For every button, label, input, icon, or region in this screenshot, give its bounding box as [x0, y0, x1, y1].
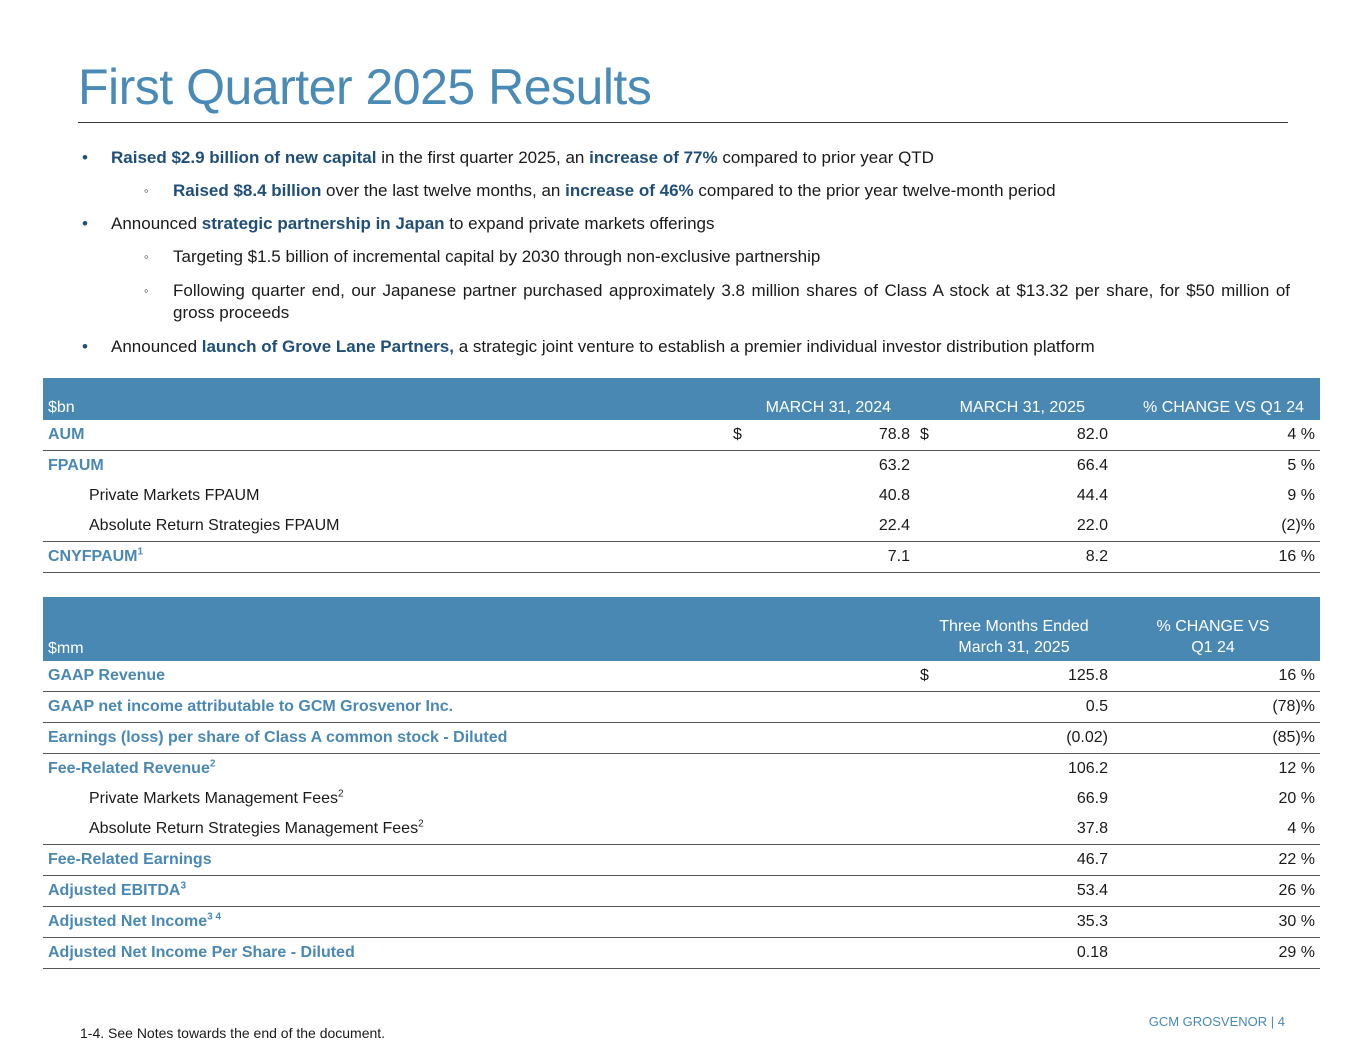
table-row	[43, 754, 1320, 785]
cell-value: (78)%	[1113, 692, 1320, 723]
bullet-text: Announced	[111, 337, 202, 356]
cell-value: 66.4	[1076, 457, 1108, 474]
cell-value: 63.2	[878, 457, 910, 474]
cell-value: 12 %	[1278, 760, 1315, 777]
cell-value: 4 %	[1113, 814, 1320, 845]
row-label: FPAUM	[48, 457, 104, 474]
table-row	[43, 845, 1320, 876]
header-line: Three Months Ended	[939, 618, 1089, 635]
row-label	[43, 814, 915, 845]
table-row	[43, 420, 1320, 451]
footnote: 1-4. See Notes towards the end of the document.	[80, 1025, 386, 1041]
cell-value: 22.0	[939, 511, 1113, 542]
bullet-text: Raised $2.9 billion of new capital	[111, 148, 377, 167]
cell-value: 37.8	[939, 814, 1113, 845]
cell-value: (0.02)	[939, 723, 1113, 754]
table-row	[43, 814, 1320, 845]
cell-value: 9 %	[1287, 487, 1315, 504]
bullet-grove-lane	[82, 336, 1291, 358]
table-row	[43, 451, 1320, 482]
cell-value: 106.2	[1067, 760, 1108, 777]
currency-symbol: $	[723, 420, 747, 451]
row-label: GAAP net income attributable to GCM Grosvenor Inc.	[43, 692, 915, 723]
table-row	[43, 481, 1320, 511]
table-row	[43, 661, 1320, 692]
sub-bullet-circle-icon: ◦	[144, 283, 149, 298]
cell-value: 53.4	[939, 876, 1113, 907]
cell-value: 46.7	[939, 845, 1113, 876]
cell-value: 16 %	[1113, 542, 1320, 573]
table-row	[43, 723, 1320, 754]
cell-value: 82.0	[939, 420, 1113, 451]
bullet-text: Announced	[111, 214, 202, 233]
bullet-new-capital	[82, 147, 1291, 169]
currency-symbol: $	[915, 420, 939, 451]
page-title: First Quarter 2025 Results	[78, 59, 652, 115]
bullet-dot-icon: •	[82, 337, 88, 356]
bullet-text: compared to the prior year twelve-month period	[693, 181, 1056, 200]
row-label: Adjusted Net Income Per Share - Diluted	[43, 938, 915, 969]
cell-value: 44.4	[1076, 487, 1108, 504]
cell-value: 22 %	[1113, 845, 1320, 876]
bullet-targeting	[144, 246, 1293, 268]
footnote-ref: 2	[338, 788, 344, 800]
footnote-ref: 2	[209, 758, 216, 770]
cell-value: 29 %	[1113, 938, 1320, 969]
title-divider	[78, 122, 1288, 123]
cell-value: 16 %	[1113, 661, 1320, 692]
row-label	[43, 876, 915, 907]
cell-value: 0.18	[939, 938, 1113, 969]
bullet-ltm-capital	[144, 180, 1293, 202]
aum-header-change: % CHANGE VS Q1 24	[1113, 378, 1320, 420]
header-line: Q1 24	[1191, 639, 1235, 656]
bullet-text: over the last twelve months, an	[321, 181, 566, 200]
table-row	[43, 692, 1320, 723]
bullet-text: compared to prior year QTD	[717, 148, 934, 167]
aum-header-label: $bn	[43, 378, 723, 420]
row-label-text: Private Markets Management Fees	[89, 790, 338, 807]
page-footer: GCM GROSVENOR | 4	[1148, 1014, 1285, 1029]
bullet-text: Raised $8.4 billion	[173, 181, 322, 200]
cell-value: 20 %	[1278, 790, 1315, 807]
row-label: AUM	[43, 420, 723, 451]
table-row	[43, 907, 1320, 938]
bullet-text: increase of 77%	[589, 148, 718, 167]
row-label	[43, 907, 915, 938]
aum-header-mar-2024: MARCH 31, 2024	[723, 378, 915, 420]
aum-table	[43, 378, 1320, 573]
cell-value: 0.5	[939, 692, 1113, 723]
bullet-text: strategic partnership in Japan	[201, 214, 445, 233]
revenue-table	[43, 597, 1320, 969]
row-label: Private Markets FPAUM	[89, 487, 260, 504]
row-label	[43, 784, 915, 814]
row-label-text: Adjusted EBITDA	[48, 882, 181, 899]
table-row	[43, 542, 1320, 573]
rev-header-label: $mm	[43, 597, 915, 661]
header-line: % CHANGE VS	[1156, 618, 1270, 635]
footnote-ref: 3	[180, 880, 187, 892]
cell-value: (85)%	[1113, 723, 1320, 754]
cell-value: 5 %	[1287, 457, 1315, 474]
table-row	[43, 938, 1320, 969]
row-label: GAAP Revenue	[43, 661, 915, 692]
row-label-text: CNYFPAUM	[48, 548, 138, 565]
cell-value: 30 %	[1113, 907, 1320, 938]
header-line: March 31, 2025	[958, 639, 1070, 656]
table-row	[43, 784, 1320, 814]
row-label	[43, 542, 723, 573]
row-label	[43, 754, 915, 785]
row-label-text: Absolute Return Strategies Management Fees	[89, 820, 419, 837]
bullet-share-purchase	[144, 280, 1290, 324]
bullet-japan-partnership	[82, 213, 1291, 235]
cell-value: 7.1	[747, 542, 915, 573]
cell-value: 22.4	[747, 511, 915, 542]
cell-value: 4 %	[1113, 420, 1320, 451]
bullet-text: increase of 46%	[565, 181, 694, 200]
cell-value: 8.2	[939, 542, 1113, 573]
sub-bullet-circle-icon: ◦	[144, 183, 149, 198]
cell-value: 35.3	[939, 907, 1113, 938]
aum-header-mar-2025: MARCH 31, 2025	[915, 378, 1113, 420]
footnote-ref: 2	[418, 818, 424, 830]
table-row	[43, 876, 1320, 907]
cell-value: 125.8	[939, 661, 1113, 692]
rev-header-three-months	[915, 597, 1113, 661]
cell-value: (2)%	[1113, 511, 1320, 542]
bullet-dot-icon: •	[82, 148, 88, 167]
currency-symbol: $	[915, 661, 939, 692]
row-label-text: Fee-Related Revenue	[48, 760, 210, 777]
row-label: Earnings (loss) per share of Class A common stock - Diluted	[43, 723, 915, 754]
rev-header-change	[1113, 597, 1320, 661]
bullet-text: Following quarter end, our Japanese partner purchased approximately 3.8 million shares of Class A stock at $13.32 per share, for $50 million of gross proceeds	[173, 281, 1290, 322]
row-label-text: Adjusted Net Income	[48, 913, 208, 930]
cell-value: 26 %	[1113, 876, 1320, 907]
cell-value: 78.8	[747, 420, 915, 451]
footnote-ref: 3 4	[207, 911, 222, 923]
sub-bullet-circle-icon: ◦	[144, 249, 149, 264]
footnote-ref: 1	[137, 546, 144, 558]
bullet-text: launch of Grove Lane Partners,	[201, 337, 454, 356]
cell-value: 66.9	[1076, 790, 1108, 807]
table-row	[43, 511, 1320, 542]
cell-value: 40.8	[878, 487, 910, 504]
bullet-dot-icon: •	[82, 214, 88, 233]
bullet-text: in the first quarter 2025, an	[376, 148, 590, 167]
bullet-text: to expand private markets offerings	[444, 214, 715, 233]
bullet-text: Targeting $1.5 billion of incremental capital by 2030 through non-exclusive partnership	[173, 247, 821, 266]
row-label: Fee-Related Earnings	[43, 845, 915, 876]
bullet-text: a strategic joint venture to establish a premier individual investor distribution platform	[454, 337, 1095, 356]
row-label: Absolute Return Strategies FPAUM	[43, 511, 723, 542]
